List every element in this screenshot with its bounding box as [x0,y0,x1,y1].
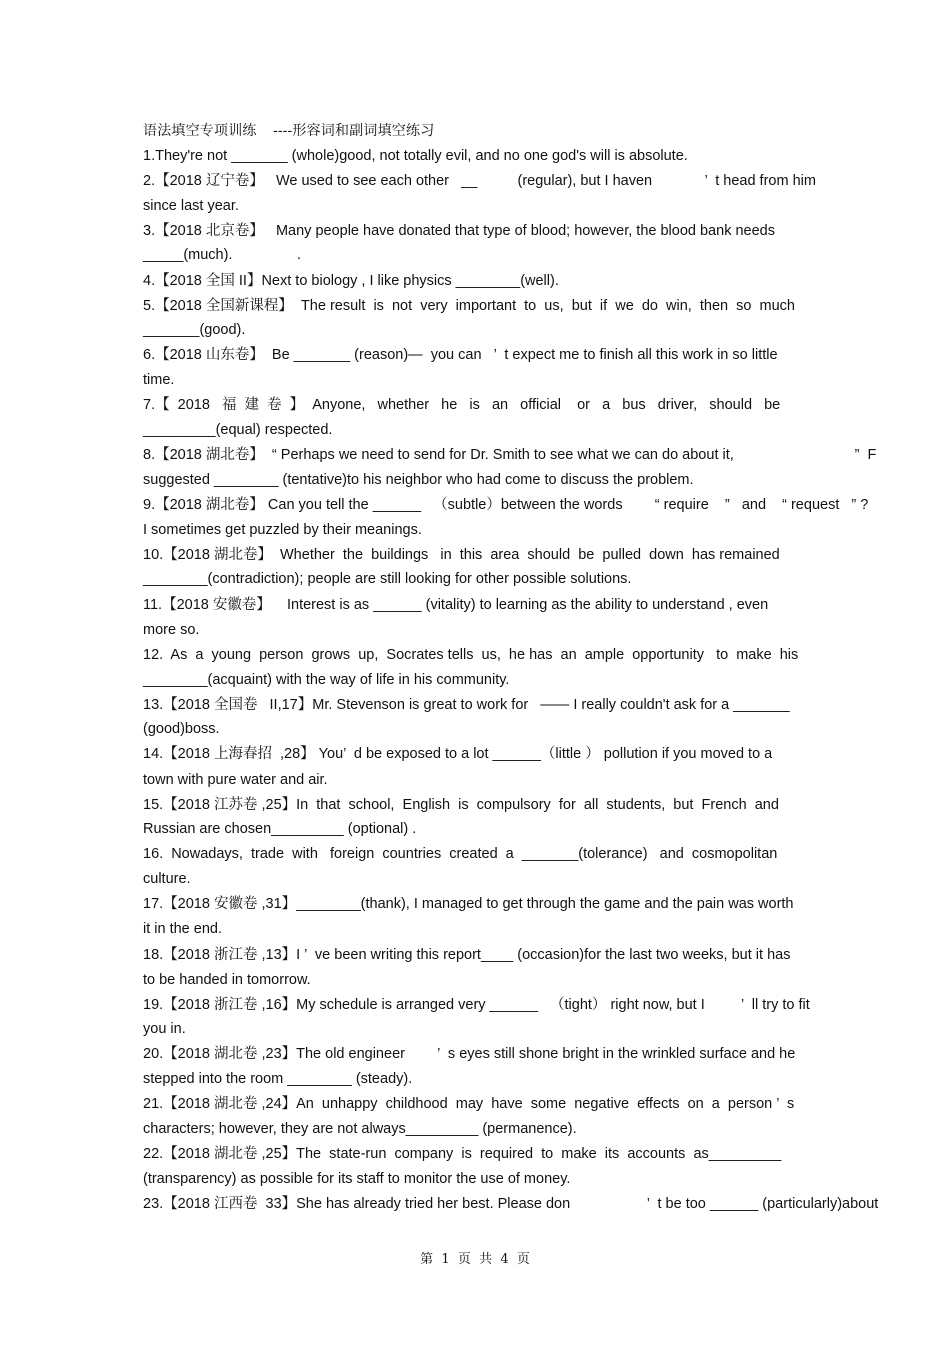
worksheet-title: 语法填空专项训练 ----形容词和副词填空练习 [143,122,435,138]
text-line: time. [143,372,175,388]
text-line: _________(equal) respected. [143,422,333,438]
text-line: I sometimes get puzzled by their meanings. [143,522,422,538]
text-line: 13.【2018 全国卷 II,17】Mr. Stevenson is great to work for —— I really couldn't ask for a _______ [143,697,790,713]
text-line: culture. [143,871,191,887]
text-line: 5.【2018 全国新课程】 The result is not very important to us, but if we do win, then so much [143,298,795,314]
text-line: you in. [143,1021,186,1037]
text-line: 14.【2018 上海春招 ,28】 You’ d be exposed to a lot ______（little ） pollution if you moved to a [143,746,773,762]
text-line: ________(acquaint) with the way of life in his community. [143,672,510,688]
text-line: to be handed in tomorrow. [143,972,311,988]
page-footer: 第 1 页 共 4 页 [420,1252,530,1267]
text-line: 7.【 2018 福 建 卷 】 Anyone, whether he is an official or a bus driver, should be [143,397,781,413]
text-line: 9.【2018 湖北卷】 Can you tell the ______ （subtle）between the words “ require ” and “ request ” ? [143,497,869,513]
text-line: 19.【2018 浙江卷 ,16】My schedule is arranged very ______ （tight） right now, but I ’ ll try to fit [143,997,810,1013]
text-line: Russian are chosen_________ (optional) . [143,821,417,837]
text-line: stepped into the room ________ (steady). [143,1071,413,1087]
text-line: 4.【2018 全国 II】Next to biology , I like physics ________(well). [143,273,559,289]
text-line: _______(good). [143,322,246,338]
text-line: 16. Nowadays, trade with foreign countries created a _______(tolerance) and cosmopolitan [143,846,778,862]
text-line: suggested ________ (tentative)to his neighbor who had come to discuss the problem. [143,472,694,488]
text-line: _____(much). . [143,247,301,263]
text-line: 23.【2018 江西卷 33】She has already tried her best. Please don ’ t be too ______ (particularly)about [143,1196,879,1212]
text-line: 18.【2018 浙江卷 ,13】I ’ ve been writing this report____ (occasion)for the last two weeks, but it has [143,947,791,963]
text-line: 12. As a young person grows up, Socrates tells us, he has an ample opportunity to make his [143,647,799,663]
text-line: ________(contradiction); people are still looking for other possible solutions. [143,571,632,587]
text-line: 17.【2018 安徽卷 ,31】________(thank), I managed to get through the game and the pain was worth [143,896,794,912]
text-line: 20.【2018 湖北卷 ,23】The old engineer ’ s eyes still shone bright in the wrinkled surface and he [143,1046,796,1062]
text-line: 6.【2018 山东卷】 Be _______ (reason)— you can ’ t expect me to finish all this work in so little [143,347,778,363]
text-line: 2.【2018 辽宁卷】 We used to see each other __ (regular), but I haven ’ t head from him [143,173,816,189]
text-line: 8.【2018 湖北卷】 “ Perhaps we need to send for Dr. Smith to see what we can do about it, ” F [143,447,877,463]
text-line: 10.【2018 湖北卷】 Whether the buildings in this area should be pulled down has remained [143,547,780,563]
text-line: 15.【2018 江苏卷 ,25】In that school, English is compulsory for all students, but French and [143,797,779,813]
text-line: since last year. [143,198,239,214]
text-line: 21.【2018 湖北卷 ,24】An unhappy childhood may have some negative effects on a person ’ s [143,1096,795,1112]
text-line: it in the end. [143,921,222,937]
text-line: town with pure water and air. [143,772,328,788]
text-line: more so. [143,622,200,638]
text-line: 22.【2018 湖北卷 ,25】The state-run company is required to make its accounts as_________ [143,1146,782,1162]
text-line: (transparency) as possible for its staff to monitor the use of money. [143,1171,571,1187]
text-line: 3.【2018 北京卷】 Many people have donated that type of blood; however, the blood bank needs [143,223,775,239]
text-line: 11.【2018 安徽卷】 Interest is as ______ (vitality) to learning as the ability to understand , even [143,597,769,613]
text-line: 1.They're not _______ (whole)good, not totally evil, and no one god's will is absolute. [143,148,688,164]
text-line: characters; however, they are not always_________ (permanence). [143,1121,577,1137]
text-line: (good)boss. [143,721,220,737]
